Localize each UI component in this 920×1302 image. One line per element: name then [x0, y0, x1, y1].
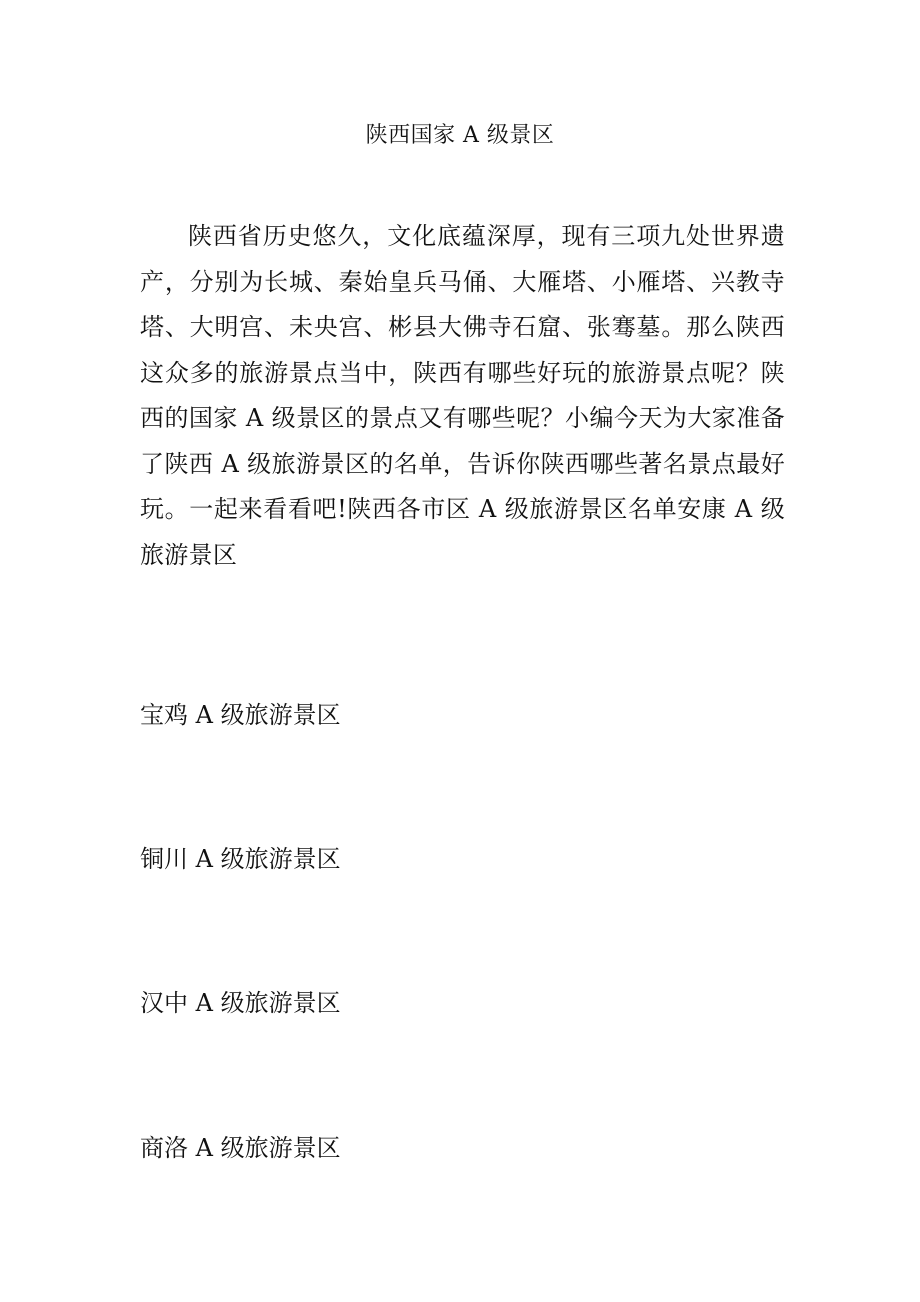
- section-heading-tongchuan: 铜川 A 级旅游景区: [140, 845, 341, 873]
- intro-paragraph: 陕西省历史悠久，文化底蕴深厚，现有三项九处世界遗产，分别为长城、秦始皇兵马俑、大雁塔、小雁塔、兴教寺塔、大明宫、未央宫、彬县大佛寺石窟、张骞墓。那么陕西这众多的旅游景点当中，陕西有哪些好玩的旅游景点呢？陕西的国家 A 级景区的景点又有哪些呢？小编今天为大家准备了陕西 A 级旅游景区的名单，告诉你陕西哪些著名景点最好玩。一起来看看吧!陕西各市区 A 级旅游景区名单安康 A 级旅游景区: [140, 222, 785, 569]
- document-title: 陕西国家 A 级景区: [365, 123, 555, 148]
- section-heading-shangluo: 商洛 A 级旅游景区: [140, 1134, 341, 1162]
- section-heading-baoji: 宝鸡 A 级旅游景区: [140, 701, 341, 729]
- section-heading-hanzhong: 汉中 A 级旅游景区: [140, 989, 341, 1017]
